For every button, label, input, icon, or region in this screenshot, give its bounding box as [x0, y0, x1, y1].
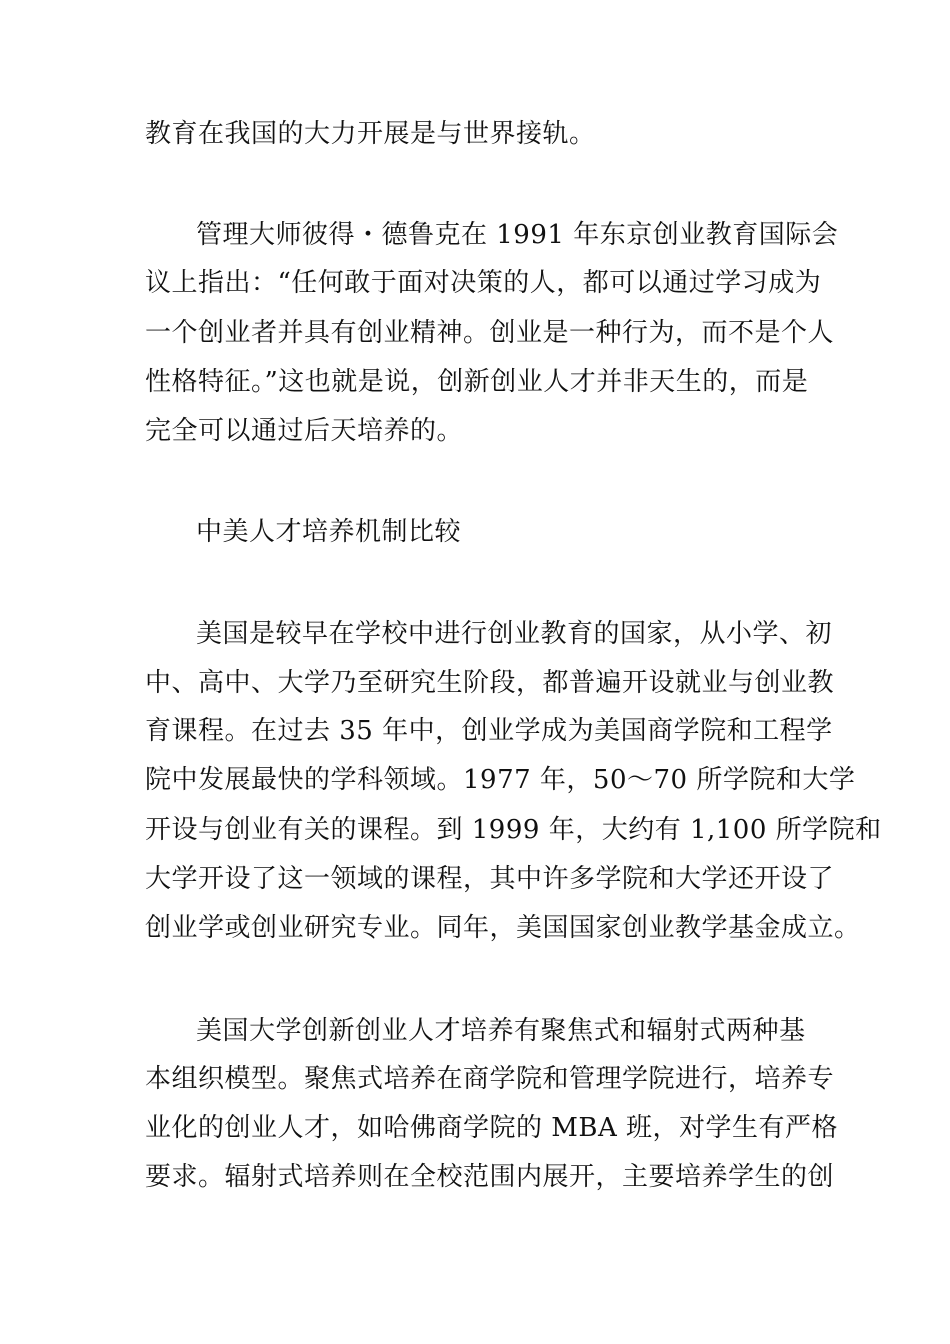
text-line: 创业学或创业研究专业。同年，美国国家创业教学基金成立。 [145, 913, 861, 943]
text-line: 本组织模型。聚焦式培养在商学院和管理学院进行，培养专 [145, 1064, 835, 1094]
text-line: 美国是较早在学校中进行创业教育的国家，从小学、初 [196, 619, 833, 649]
text-line: 业化的创业人才，如哈佛商学院的 MBA 班，对学生有严格 [145, 1113, 839, 1143]
text-line: 完全可以通过后天培养的。 [145, 416, 464, 446]
text-line: 教育在我国的大力开展是与世界接轨。 [145, 119, 596, 149]
text-line: 管理大师彼得・德鲁克在 1991 年东京创业教育国际会 [196, 220, 839, 250]
text-line: 大学开设了这一领域的课程，其中许多学院和大学还开设了 [145, 864, 835, 894]
section-heading: 中美人才培养机制比较 [196, 517, 462, 547]
text-line: 美国大学创新创业人才培养有聚焦式和辐射式两种基 [196, 1016, 806, 1046]
text-line: 要求。辐射式培养则在全校范围内展开，主要培养学生的创 [145, 1162, 835, 1192]
text-line: 开设与创业有关的课程。到 1999 年，大约有 1,100 所学院和 [145, 815, 882, 845]
text-line: 育课程。在过去 35 年中，创业学成为美国商学院和工程学 [145, 716, 833, 746]
text-line: 中、高中、大学乃至研究生阶段，都普遍开设就业与创业教 [145, 668, 835, 698]
text-line: 一个创业者并具有创业精神。创业是一种行为，而不是个人 [145, 318, 835, 348]
text-line: 议上指出：“任何敢于面对决策的人，都可以通过学习成为 [145, 268, 822, 298]
text-line: 性格特征。”这也就是说，创新创业人才并非天生的，而是 [145, 367, 809, 397]
text-line: 院中发展最快的学科领域。1977 年，50～70 所学院和大学 [145, 765, 856, 795]
